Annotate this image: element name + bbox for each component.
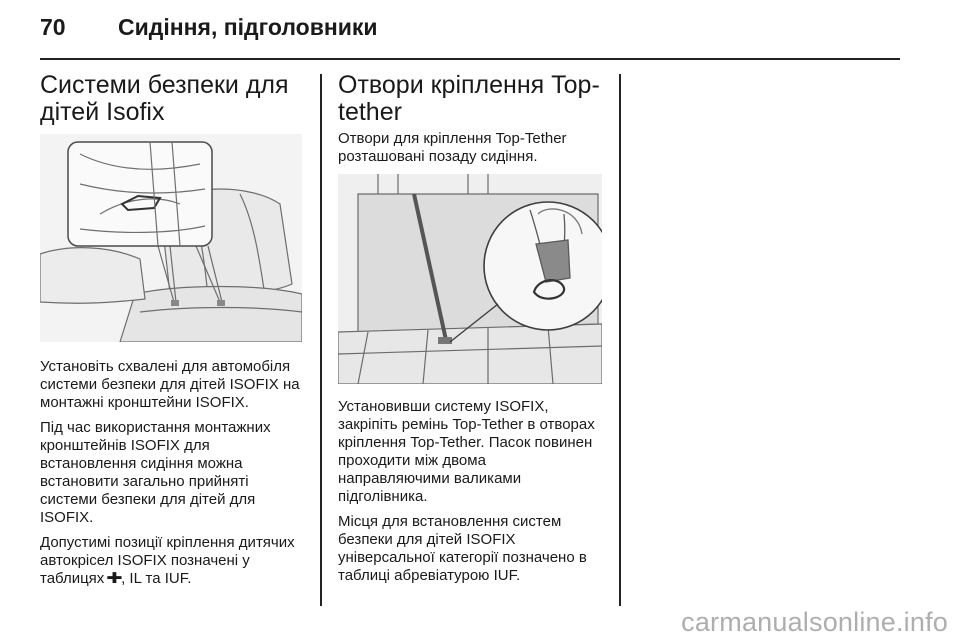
- left-column: [40, 72, 302, 595]
- watermark: carmanualsonline.info: [681, 607, 948, 637]
- isofix-seat-illustration: [40, 134, 302, 342]
- top-tether-illustration: [338, 174, 602, 384]
- isofix-section-title: Системи безпеки для дітей Isofix: [40, 71, 289, 126]
- page-number: 70: [40, 14, 66, 40]
- right-column: [338, 72, 600, 592]
- column-divider-2: [619, 74, 621, 606]
- isofix-paragraph-3-tail: , IL та IUF.: [121, 570, 192, 587]
- isofix-paragraph-2: Під час використання монтажних кронштейнів ISOFIX для встановлення сидіння можна встановити загально прийняті системи безпеки для дітей для ISOFIX.: [40, 419, 271, 526]
- top-tether-paragraph-2: Місця для встановлення систем безпеки для дітей ISOFIX універсальної категорії позначено в таблиці абревіатурою IUF.: [338, 513, 587, 584]
- isofix-plus-icon: ✚: [106, 570, 123, 587]
- isofix-paragraph-3-text: Допустимі позиції кріплення дитячих автокрісел ISOFIX позначені у таблицях: [40, 534, 295, 587]
- isofix-paragraph-1: Установіть схвалені для автомобіля системи безпеки для дітей ISOFIX на монтажні кронштейни ISOFIX.: [40, 358, 300, 411]
- isofix-paragraph-3: [40, 534, 302, 588]
- running-head: Сидіння, підголовники: [118, 14, 378, 40]
- column-divider-1: [320, 74, 322, 606]
- top-tether-section-title: Отвори кріплення Top-tether: [338, 71, 600, 126]
- top-tether-paragraph-1: Установивши систему ISOFIX, закріпіть ремінь Top-Tether в отворах кріплення Top-Tether. Пасок повинен проходити між двома направляючими валиками підголівника.: [338, 398, 595, 505]
- header-rule: [40, 58, 900, 60]
- top-tether-intro: Отвори для кріплення Top-Tether розташовані позаду сидіння.: [338, 130, 567, 165]
